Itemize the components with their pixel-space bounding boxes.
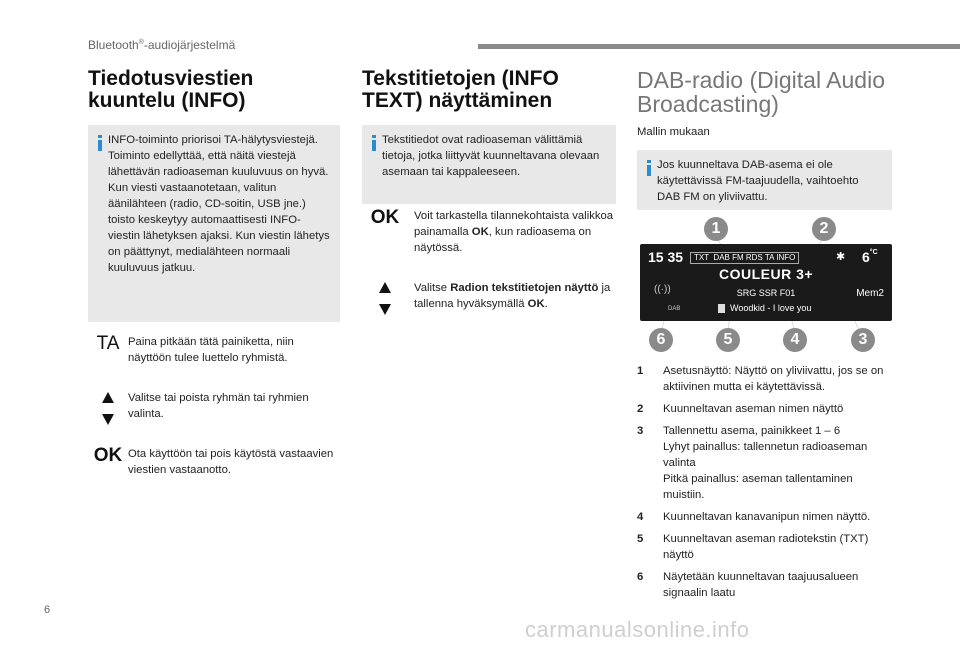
callout-4: 4	[783, 328, 807, 352]
legend-item: 2 Kuunneltavan aseman nimen näyttö	[637, 403, 844, 415]
instruction-ok-menu: OK Voit tarkastella tilannekohtaista valikkoa painamalla OK, kun radioasema on näytössä.	[370, 207, 614, 254]
section-heading: DAB-radio (Digital Audio Broadcasting)	[637, 67, 886, 117]
running-header: Bluetooth®-audiojärjestelmä	[88, 38, 236, 52]
ok-button-icon: OK	[93, 445, 123, 466]
instruction-arrows: Valitse tai poista ryhmän tai ryhmien valinta.	[88, 390, 340, 425]
callout-5: 5	[716, 328, 740, 352]
station-name: COULEUR 3+	[718, 266, 814, 282]
clock: 15 35	[648, 249, 684, 265]
page-number: 6	[44, 604, 51, 616]
instruction-ok: OK Ota käyttöön tai pois käytöstä vastaavien viestien vastaanotto.	[93, 445, 334, 476]
info-text: Tekstitiedot ovat radioaseman välittämiä tietoja, jotka liittyvät kuunneltavana olevaan asemaan tai kappaleeseen.	[382, 134, 600, 178]
ensemble-name: SRG SSR F01	[736, 288, 796, 298]
legend-item: 4 Kuunneltavan kanavanipun nimen näyttö.	[637, 511, 871, 523]
callout-legend	[637, 363, 892, 607]
temperature: $6^{^\circ C}$	[862, 249, 878, 265]
callout-6: 6	[649, 328, 673, 352]
signal-icon: ((·))	[654, 284, 671, 295]
legend-item: 5 Kuunneltavan aseman radiotekstin (TXT) näyttö	[637, 533, 869, 561]
watermark: carmanualsonline.info	[525, 617, 750, 642]
callout-2: 2	[812, 217, 836, 241]
ta-button-icon: TA	[96, 333, 120, 354]
callout-3: 3	[851, 328, 875, 352]
callout-1: 1	[704, 217, 728, 241]
section-heading: Tiedotusviestien kuuntelu (INFO)	[88, 67, 254, 112]
status-flags: TXT DAB FM RDS TA INFO	[690, 252, 799, 264]
instruction-ta: TA Paina pitkään tätä painiketta, niin näyttöön tulee luettelo ryhmistä.	[96, 333, 294, 364]
instruction-select-text: Valitse Radion tekstitietojen näyttö ja tallenna hyväksymällä OK.	[362, 280, 616, 315]
radio-text: Woodkid - I love you	[730, 303, 812, 313]
dab-badge: DAB	[668, 306, 681, 312]
memory-slot: Mem2	[856, 288, 884, 299]
info-text: INFO-toiminto priorisoi TA-hälytysviestejä. Toiminto edellyttää, että näitä viestejä lähettävän radioaseman kuuluvuus on hyvä. Kun viesti vastaanotetaan, valitun äänilähteen (radio, CD-soitin, USB jne.) toisto keskeytyy automaattisesti INFO-viestin lähetyksen ajaksi. Kun viestin lähetys on päättynyt, medialähteen normaali kuuluvuus jatkuu.	[108, 134, 330, 274]
bluetooth-icon: ✱	[836, 251, 846, 263]
legend-item: 6 Näytetään kuunneltavan taajuusalueen signaalin laatu	[637, 571, 859, 599]
subtitle: Mallin mukaan	[637, 126, 710, 138]
legend-item: 1 Asetusnäyttö: Näyttö on yliviivattu, jos se on aktiivinen mutta ei käytettävissä.	[637, 365, 884, 393]
legend-item: 3 Tallennettu asema, painikkeet 1 – 6 Lyhyt painallus: tallennetun radioaseman valinta Pitkä painallus: aseman tallentaminen muistiin.	[637, 425, 868, 501]
dab-display	[640, 244, 892, 321]
info-text: Jos kuunneltava DAB-asema ei ole käytettävissä FM-taajuudella, vaihtoehto DAB FM on yliviivattu.	[657, 159, 859, 203]
radiotext-icon	[718, 304, 725, 313]
section-heading: Tekstitietojen (INFO TEXT) näyttäminen	[362, 67, 559, 112]
ok-button-icon: OK	[370, 207, 400, 228]
